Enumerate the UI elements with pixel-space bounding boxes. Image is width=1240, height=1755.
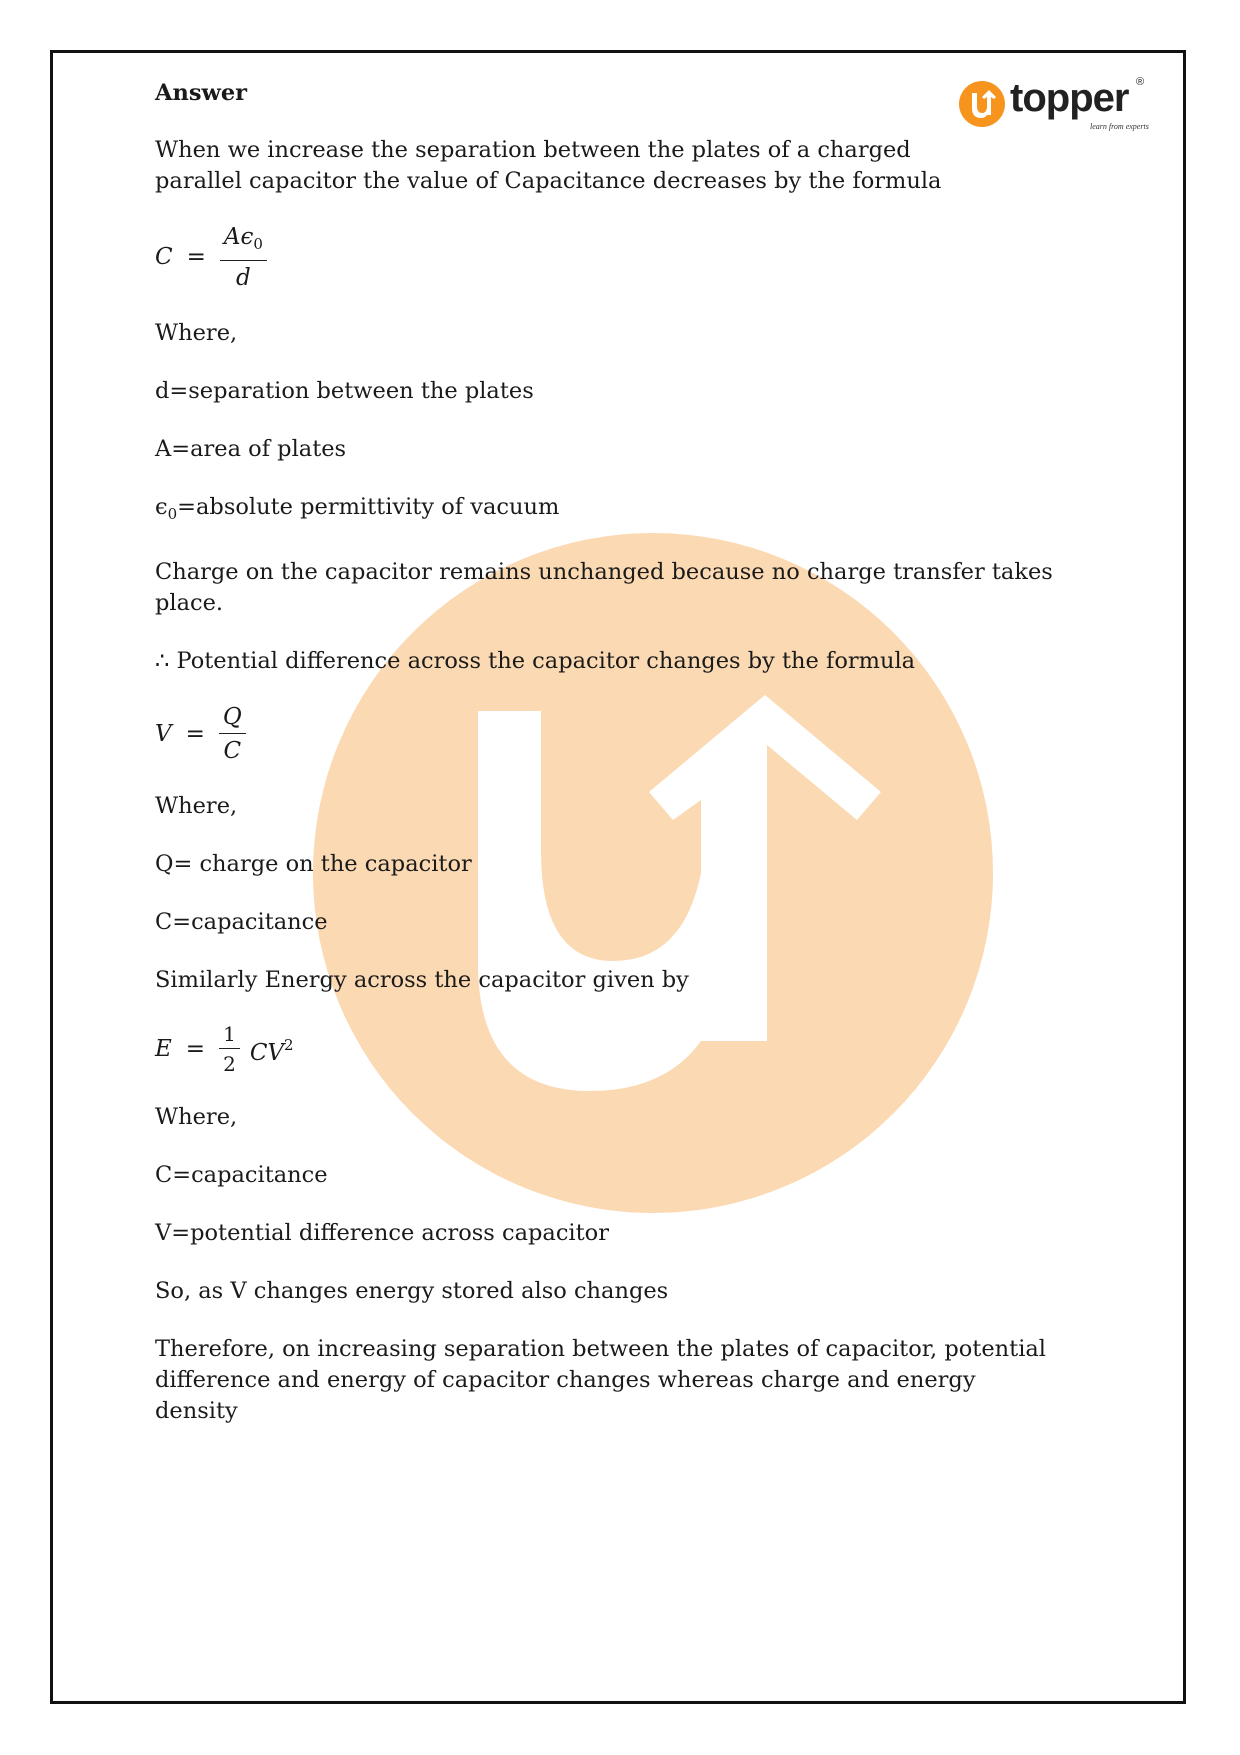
brand-logo-icon (958, 80, 1006, 128)
definition-epsilon: $\epsilon_0=absolute$ permittivity of vacuum (155, 494, 560, 523)
brand-logo (958, 78, 1154, 138)
formula1-numerator: $A\epsilon_0$ (220, 223, 267, 261)
formula2-numerator: Q (219, 703, 246, 734)
potential-statement: ∴ Potential difference across the capacitor changes by the formula (155, 648, 916, 674)
brand-tagline: learn from experts (1090, 122, 1149, 131)
formula1-lhs: C (155, 244, 173, 270)
potential-formula (155, 703, 1095, 765)
definition-a: A=area of plates (155, 436, 347, 462)
formula1-equals: = (186, 244, 206, 270)
formula3-fraction (219, 1022, 240, 1076)
so-statement: So, as V changes energy stored also changes (155, 1278, 669, 1304)
where-label-2: Where, (155, 793, 238, 819)
energy-statement: Similarly Energy across the capacitor given by (155, 967, 689, 993)
formula1-fraction (220, 223, 267, 292)
charge-statement: Charge on the capacitor remains unchanged because no charge transfer takes place. (155, 559, 1053, 616)
formula3-product: $CV^2$ (249, 1035, 294, 1066)
definition-q: Q= charge on the capacitor (155, 851, 472, 877)
where-label-1: Where, (155, 320, 238, 346)
brand-name: topper (1010, 76, 1129, 120)
formula2-denominator: C (223, 738, 242, 764)
formula3-equals: = (185, 1035, 206, 1062)
intro-paragraph: When we increase the separation between the plates of a charged parallel capacitor the value of Capacitance decreases by the formula (155, 137, 942, 194)
formula3-numerator: 1 (219, 1022, 240, 1049)
definition-c-1: C=capacitance (155, 909, 328, 935)
definition-v: V=potential difference across capacitor (155, 1220, 609, 1246)
brand-registered: ® (1136, 76, 1145, 88)
capacitance-formula (155, 223, 1095, 292)
answer-heading: Answer (155, 80, 248, 106)
formula2-equals: = (185, 720, 205, 747)
conclusion-paragraph: Therefore, on increasing separation between the plates of capacitor, potential difference and energy of capacitor changes whereas charge and energy density (155, 1336, 1047, 1424)
energy-formula (155, 1022, 1095, 1076)
formula3-denominator: 2 (223, 1052, 236, 1076)
formula1-denominator: d (236, 265, 251, 291)
definition-d: d=separation between the plates (155, 378, 534, 404)
formula3-lhs: E (155, 1035, 172, 1062)
formula2-lhs: V (155, 720, 172, 747)
answer-content (155, 78, 1095, 1427)
where-label-3: Where, (155, 1104, 238, 1130)
definition-c-2: C=capacitance (155, 1162, 328, 1188)
formula2-fraction (219, 703, 246, 765)
